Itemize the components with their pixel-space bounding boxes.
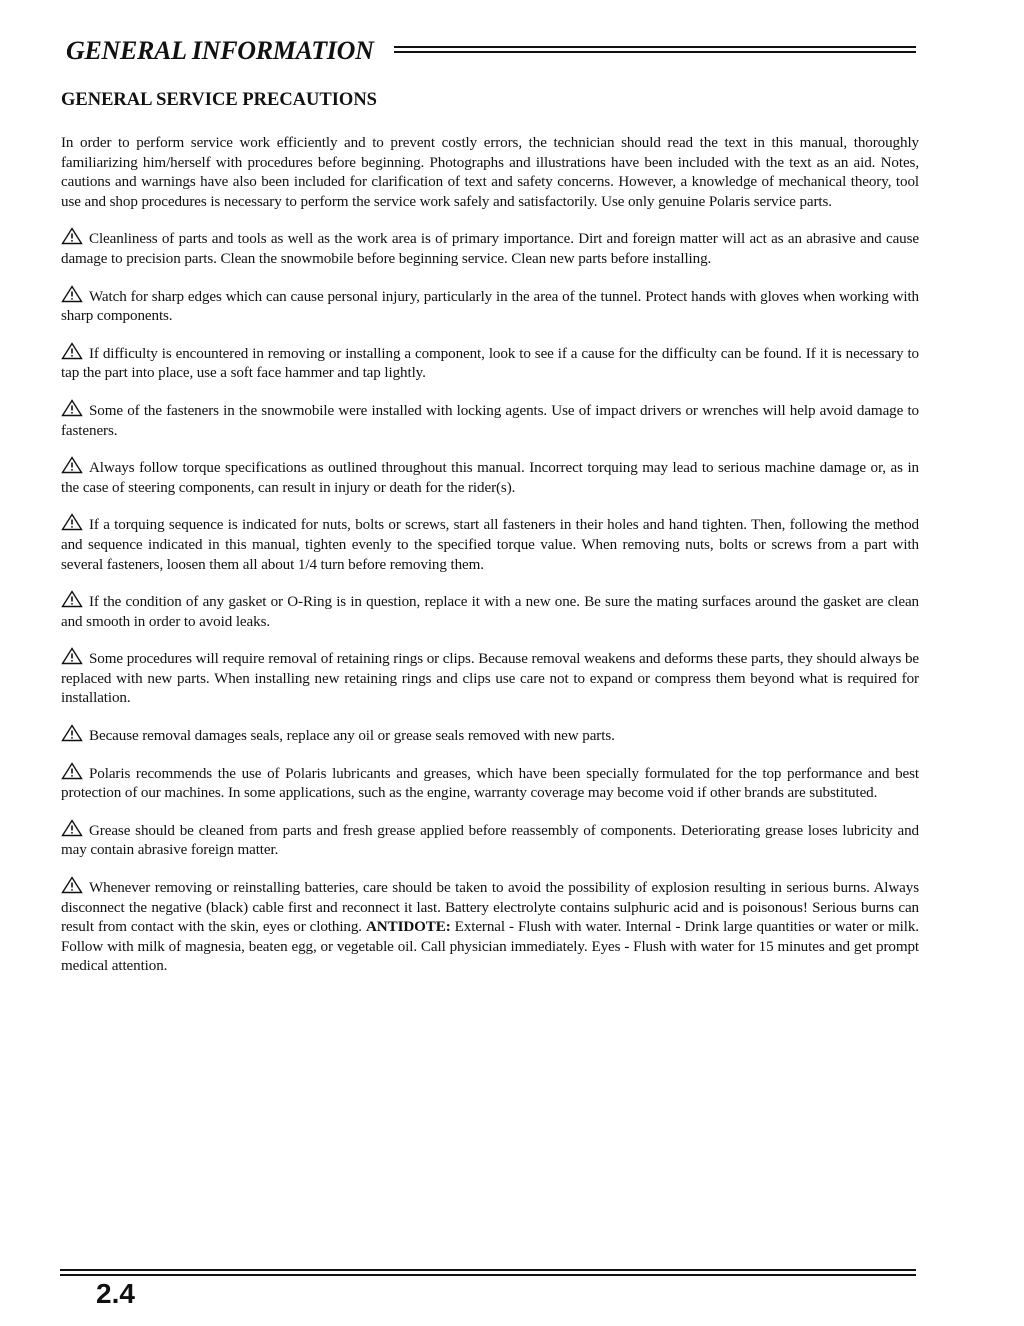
warning-triangle-icon <box>61 590 83 608</box>
page-number: 2.4 <box>96 1278 135 1309</box>
warning-triangle-icon <box>61 399 83 417</box>
warning-paragraph <box>61 819 919 861</box>
warning-text: If difficulty is encountered in removing or installing a component, look to see if a cause for the difficulty can be found. If it is necessary to tap the part into place, use a soft face hammer and tap lightly. <box>61 345 919 382</box>
antidote-label: ANTIDOTE: <box>366 919 451 936</box>
warning-text: Some of the fasteners in the snowmobile were installed with locking agents. Use of impact drivers or wrenches will help avoid damage to fasteners. <box>61 402 919 439</box>
warning-paragraph <box>61 342 919 384</box>
warning-triangle-icon <box>61 513 83 531</box>
antidote-text: External - Flush with water. Internal - Drink large quantities or water or milk. Follow with milk of magnesia, beaten egg, or vegetable oil. Call physician immediately. Eyes - Flush with water for 15 minutes and get prompt medical attention. <box>61 919 919 975</box>
warning-text: Watch for sharp edges which can cause personal injury, particularly in the area of the tunnel. Protect hands with gloves when working with sharp components. <box>61 288 919 325</box>
warning-text: Because removal damages seals, replace any oil or grease seals removed with new parts. <box>89 728 615 745</box>
battery-warning-paragraph <box>61 876 919 977</box>
warning-paragraph <box>61 590 919 632</box>
warning-text: Polaris recommends the use of Polaris lubricants and greases, which have been specially formulated for the top performance and best protection of our machines. In some applications, such as the engine, warranty coverage may become void if other brands are substituted. <box>61 765 919 802</box>
warning-text: Grease should be cleaned from parts and fresh grease applied before reassembly of components. Deteriorating grease loses lubricity and may contain abrasive foreign matter. <box>61 822 919 859</box>
warning-triangle-icon <box>61 819 83 837</box>
warning-triangle-icon <box>61 456 83 474</box>
warning-paragraph <box>61 227 919 269</box>
warning-triangle-icon <box>61 762 83 780</box>
footer-rule <box>60 1269 916 1276</box>
warning-paragraph <box>61 456 919 498</box>
warning-triangle-icon <box>61 342 83 360</box>
warning-text: Some procedures will require removal of retaining rings or clips. Because removal weakens and deforms these parts, they should always be replaced with new parts. When installing new retaining rings and clips use care not to expand or compress them beyond what is required for installation. <box>61 651 919 707</box>
warning-text: If the condition of any gasket or O-Ring is in question, replace it with a new one. Be sure the mating surfaces around the gasket are clean and smooth in order to avoid leaks. <box>61 594 919 630</box>
content <box>61 134 919 992</box>
warning-text: Cleanliness of parts and tools as well as the work area is of primary importance. Dirt and foreign matter will act as an abrasive and cause damage to precision parts. Clean the snowmobile before beginning service. Clean new parts before installing. <box>61 231 919 267</box>
warning-paragraph <box>61 762 919 804</box>
warning-text: If a torquing sequence is indicated for nuts, bolts or screws, start all fasteners in their holes and hand tighten. Then, following the method and sequence indicated in this manual, tighten evenly to the specified torque value. When removing nuts, bolts or screws from a part with several fasteners, loosen them all about 1/4 turn before removing them. <box>61 517 919 573</box>
warning-paragraph <box>61 399 919 441</box>
warning-paragraph <box>61 724 919 747</box>
battery-warning-text: Whenever removing or reinstalling batteries, care should be taken to avoid the possibility of explosion resulting in serious burns. Always disconnect the negative (black) cable first and reconnect it last. Battery electrolyte contains sulphuric acid and is poisonous! Serious burns can result from contact with the skin, eyes or clothing. <box>61 880 919 936</box>
page-header <box>66 34 916 70</box>
header-title: GENERAL INFORMATION <box>66 36 374 65</box>
warning-triangle-icon <box>61 285 83 303</box>
warning-paragraph <box>61 513 919 575</box>
warning-triangle-icon <box>61 227 83 245</box>
section-title: GENERAL SERVICE PRECAUTIONS <box>61 90 377 110</box>
header-rule <box>394 46 916 53</box>
intro-paragraph: In order to perform service work efficiently and to prevent costly errors, the technician should read the text in this manual, thoroughly familiarizing him/herself with procedures before beginning. Photographs and illustrations have been included with the text as an aid. Notes, cautions and warnings have also been included for clarification of text and safety concerns. However, a knowledge of mechanical theory, tool use and shop procedures is necessary to perform the service work safely and satisfactorily. Use only genuine Polaris service parts. <box>61 135 919 210</box>
warning-triangle-icon <box>61 647 83 665</box>
warning-paragraph <box>61 647 919 709</box>
warning-triangle-icon <box>61 876 83 894</box>
warning-paragraph <box>61 285 919 327</box>
warning-text: Always follow torque specifications as outlined throughout this manual. Incorrect torquing may lead to serious machine damage or, as in the case of steering components, can result in injury or death for the rider(s). <box>61 460 919 496</box>
warning-triangle-icon <box>61 724 83 742</box>
